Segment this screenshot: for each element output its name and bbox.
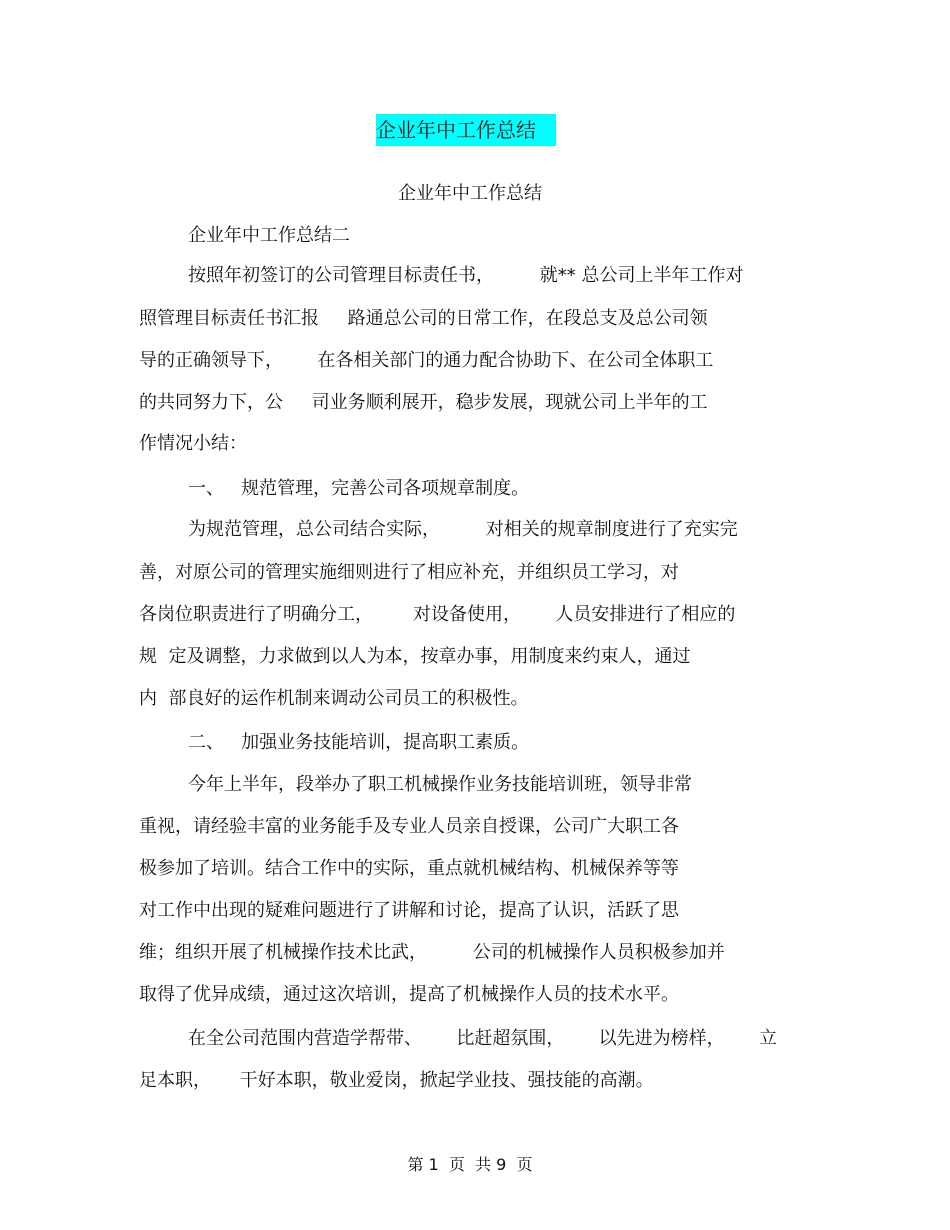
paragraph-line: 按照年初签订的公司管理目标责任书， 就** 总公司上半年工作对: [188, 265, 744, 286]
paragraph-line: 重视，请经验丰富的业务能手及专业人员亲自授课，公司广大职工各: [139, 816, 679, 837]
paragraph-line: 极参加了培训。结合工作中的实际，重点就机械结构、机械保养等等: [139, 858, 679, 879]
paragraph-line: 的共同努力下，公 司业务顺利展开，稳步发展，现就公司上半年的工: [139, 392, 708, 413]
paragraph-line: 在全公司范围内营造学帮带、 比赶超氛围， 以先进为榜样， 立: [188, 1028, 777, 1049]
page-number-footer: 第 1 页 共 9 页: [407, 1155, 533, 1174]
paragraph-line: 作情况小结：: [139, 433, 247, 454]
paragraph-line: 各岗位职责进行了明确分工， 对设备使用， 人员安排进行了相应的: [139, 604, 736, 625]
document-subtitle: 企业年中工作总结: [398, 183, 542, 204]
section-heading: 一、 规范管理，完善公司各项规章制度。: [188, 478, 530, 499]
paragraph-line: 为规范管理，总公司结合实际， 对相关的规章制度进行了充实完: [188, 519, 738, 540]
paragraph-line: 照管理目标责任书汇报 路通总公司的日常工作，在段总支及总公司领: [139, 308, 708, 329]
document-heading: 企业年中工作总结: [376, 114, 556, 146]
paragraph-line: 足本职， 干好本职，敬业爱岗，掀起学业技、强技能的高潮。: [139, 1070, 654, 1091]
paragraph-line: 规 定及调整，力求做到以人为本，按章办事，用制度来约束人，通过: [139, 646, 691, 667]
paragraph-line: 善，对原公司的管理实施细则进行了相应补充，并组织员工学习，对: [139, 562, 679, 583]
paragraph-line: 今年上半年，段举办了职工机械操作业务技能培训班，领导非常: [188, 774, 692, 795]
paragraph-line: 导的正确领导下， 在各相关部门的通力配合协助下、在公司全体职工: [139, 350, 714, 371]
paragraph-line: 取得了优异成绩，通过这次培训，提高了机械操作人员的技术水平。: [139, 984, 679, 1005]
paragraph-line: 内 部良好的运作机制来调动公司员工的积极性。: [139, 688, 529, 709]
section-heading: 二、 加强业务技能培训，提高职工素质。: [188, 732, 530, 753]
section-title: 企业年中工作总结二: [188, 225, 350, 246]
paragraph-line: 对工作中出现的疑难问题进行了讲解和讨论，提高了认识，活跃了思: [139, 900, 679, 921]
paragraph-line: 维；组织开展了机械操作技术比武， 公司的机械操作人员积极参加并: [139, 942, 725, 963]
